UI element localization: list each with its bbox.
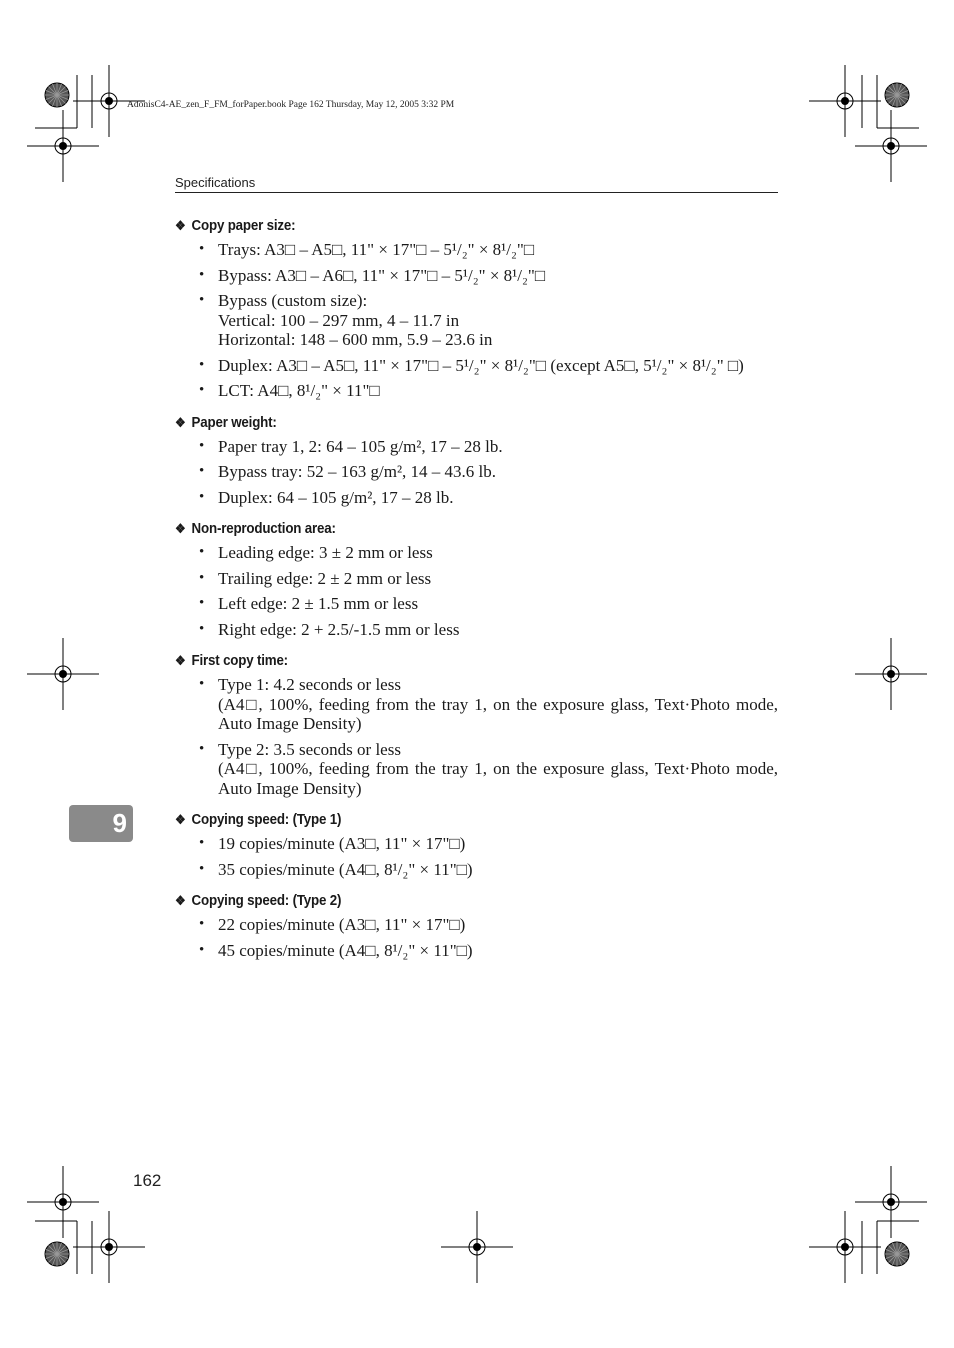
list-item: • Duplex: A3□ – A5□, 11" × 17"□ – 5¹/₂" × 8¹/₂"□ (except A5□, 5¹/₂" × 8¹/₂" □)	[175, 356, 778, 376]
section-heading: ❖ Copy paper size:	[175, 218, 296, 234]
specifications-content	[175, 218, 778, 974]
list-item: • 19 copies/minute (A3□, 11" × 17"□)	[175, 834, 778, 854]
diamond-bullet-icon: ❖	[175, 521, 186, 536]
section-first-copy-time	[175, 653, 778, 798]
item-note: (A4□, 100%, feeding from the tray 1, on the exposure glass, Text·Photo mode, Auto Image Density)	[218, 694, 778, 733]
section-copy-paper-size	[175, 218, 778, 401]
section-non-reproduction-area	[175, 521, 778, 639]
diamond-bullet-icon: ❖	[175, 218, 186, 233]
list-item: • Type 2: 3.5 seconds or less (A4□, 100%, feeding from the tray 1, on the exposure glass, Text·Photo mode, Auto Image Density)	[175, 740, 778, 799]
section-heading: ❖ Copying speed: (Type 2)	[175, 893, 342, 909]
diamond-bullet-icon: ❖	[175, 893, 186, 908]
section-heading: ❖ Copying speed: (Type 1)	[175, 812, 342, 828]
list-item: • 45 copies/minute (A4□, 8¹/₂" × 11"□)	[175, 941, 778, 961]
section-copying-speed-type-1	[175, 812, 778, 879]
custom-size-vertical: Vertical: 100 – 297 mm, 4 – 11.7 in	[218, 310, 460, 330]
file-info: AdonisC4-AE_zen_F_FM_forPaper.book Page 162 Thursday, May 12, 2005 3:32 PM	[127, 100, 455, 110]
section-heading: ❖ Non-reproduction area:	[175, 521, 336, 537]
list-item: • Type 1: 4.2 seconds or less (A4□, 100%, feeding from the tray 1, on the exposure glass, Text·Photo mode, Auto Image Density)	[175, 675, 778, 734]
running-head: Specifications	[175, 175, 778, 193]
list-item: • Duplex: 64 – 105 g/m², 17 – 28 lb.	[175, 488, 778, 508]
section-paper-weight	[175, 415, 778, 508]
item-note: (A4□, 100%, feeding from the tray 1, on the exposure glass, Text·Photo mode, Auto Image Density)	[218, 759, 778, 798]
list-item: • 35 copies/minute (A4□, 8¹/₂" × 11"□)	[175, 860, 778, 880]
section-heading: ❖ Paper weight:	[175, 414, 277, 431]
list-item: • LCT: A4□, 8¹/₂" × 11"□	[175, 381, 778, 401]
section-copying-speed-type-2	[175, 893, 778, 960]
list-item: • Trays: A3□ – A5□, 11" × 17"□ – 5¹/₂" × 8¹/₂"□	[175, 240, 778, 260]
page-number: 162	[133, 1171, 162, 1190]
list-item: • Right edge: 2 + 2.5/-1.5 mm or less	[175, 620, 778, 640]
list-item: • Paper tray 1, 2: 64 – 105 g/m², 17 – 28 lb.	[175, 437, 778, 457]
section-heading: ❖ First copy time:	[175, 653, 288, 669]
list-item: • Leading edge: 3 ± 2 mm or less	[175, 543, 778, 563]
chapter-tab: 9	[69, 805, 133, 842]
list-item: • Trailing edge: 2 ± 2 mm or less	[175, 569, 778, 589]
list-item: • Bypass: A3□ – A6□, 11" × 17"□ – 5¹/₂" × 8¹/₂"□	[175, 266, 778, 286]
list-item: • Bypass tray: 52 – 163 g/m², 14 – 43.6 lb.	[175, 462, 778, 482]
diamond-bullet-icon: ❖	[175, 812, 186, 827]
custom-size-horizontal: Horizontal: 148 – 600 mm, 5.9 – 23.6 in	[218, 330, 493, 349]
diamond-bullet-icon: ❖	[175, 653, 186, 668]
list-item: • Left edge: 2 ± 1.5 mm or less	[175, 594, 778, 614]
list-item: • 22 copies/minute (A3□, 11" × 17"□)	[175, 915, 778, 935]
list-item: • Bypass (custom size): Vertical: 100 – 297 mm, 4 – 11.7 in Horizontal: 148 – 600 mm, 5.9 – 23.6 in	[175, 291, 778, 350]
diamond-bullet-icon: ❖	[175, 414, 186, 430]
